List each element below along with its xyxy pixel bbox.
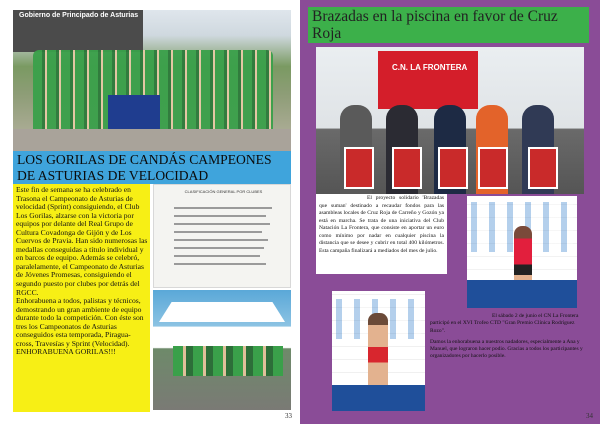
classification-document-image [153,184,291,288]
right-page [300,0,600,424]
photo-caption [430,313,588,365]
group-photo-cruz-roja [316,47,584,194]
podium [332,385,425,411]
caption-paragraph-1: El sábado 2 de junio el CN La Frontera participó en el XVI Trofeo CTD "Gran Premio Clínica Rodríguez Rozo". [430,313,579,334]
page-number-left: 33 [285,412,292,420]
poster-text: C.N. LA FRONTERA [392,63,468,72]
classification-title: CLASIFICACIÓN GENERAL POR CLUBES [184,189,263,194]
swimmer-girl-photo [467,196,577,308]
right-article-title: Brazadas en la piscina en favor de Cruz Roja [312,8,558,42]
people-under-tent [173,346,283,376]
podium [467,280,577,308]
swimmer-boy [368,313,388,389]
caption-paragraph-2: Damos la enhorabuena a nuestros nadadores, especialmente a Ana y Manuel, que lograron hacer podio. Gracias a todos los participantes y organizadores por hacerlo posible. [430,338,583,360]
building-facade [13,10,143,52]
article-title-box [13,151,291,184]
article-paragraph-2: Enhorabuena a todos, palistas y técnicos, demostrando un gran ambiente de equipo durante todo la competición. Con éste son tres los Campeonatos de Asturias conseguidos esta temporada, Piragua-cross, Travesías y Sprint (Velocidad). [16,296,144,348]
right-article-body: El proyecto solidario 'Brazadas que suman' destinado a recaudar fondos para las asambleas locales de Cruz Roja de Carreño y Gozón ya está en marcha. Se trata de una iniciativa del Club Natación La Frontera, que consiste en aportar un euro como mínimo por nadar en cualquier piscina la distancia que se desee y cubrir en total 400 kilómetros. Esta campaña finalizará a mediados del mes de julio. [319,195,444,254]
article-paragraph-3: ENHORABUENA GORILAS!!! [16,347,116,357]
article-title: LOS GORILAS DE CANDÁS CAMPEONES DE ASTURIAS DE VELOCIDAD [17,152,272,183]
tent-roof [159,302,285,322]
right-title-box [308,7,589,43]
team-photo [13,10,291,151]
article-paragraph-1: Este fin de semana se ha celebrado en Trasona el Campeonato de Asturias de velocidad (Sprint) consiguiendo, el Club Los Gorilas, alzarse con la victoria por equipos por delante del Real Grupo de Cultura Covadonga de Gijón y de Los Cuervos de Pravia. Han sido numerosas las medallas conseguidas a título individual y en barcos de equipo. Además se celebró, paralelamente, el Campeonato de Asturias de Jóvenes Promesas, consiguiendo el segundo puesto por clubes por detrás del RGCC. [16,185,148,297]
event-tent-photo [153,290,291,410]
right-article-text-box [316,194,447,274]
ground [13,129,291,151]
swimmer-boy-photo [332,291,425,411]
building-sign: Gobierno de Principado de Asturias [19,12,139,19]
page-number-right: 34 [586,412,593,420]
club-poster [378,51,478,109]
article-text-box [13,184,150,412]
